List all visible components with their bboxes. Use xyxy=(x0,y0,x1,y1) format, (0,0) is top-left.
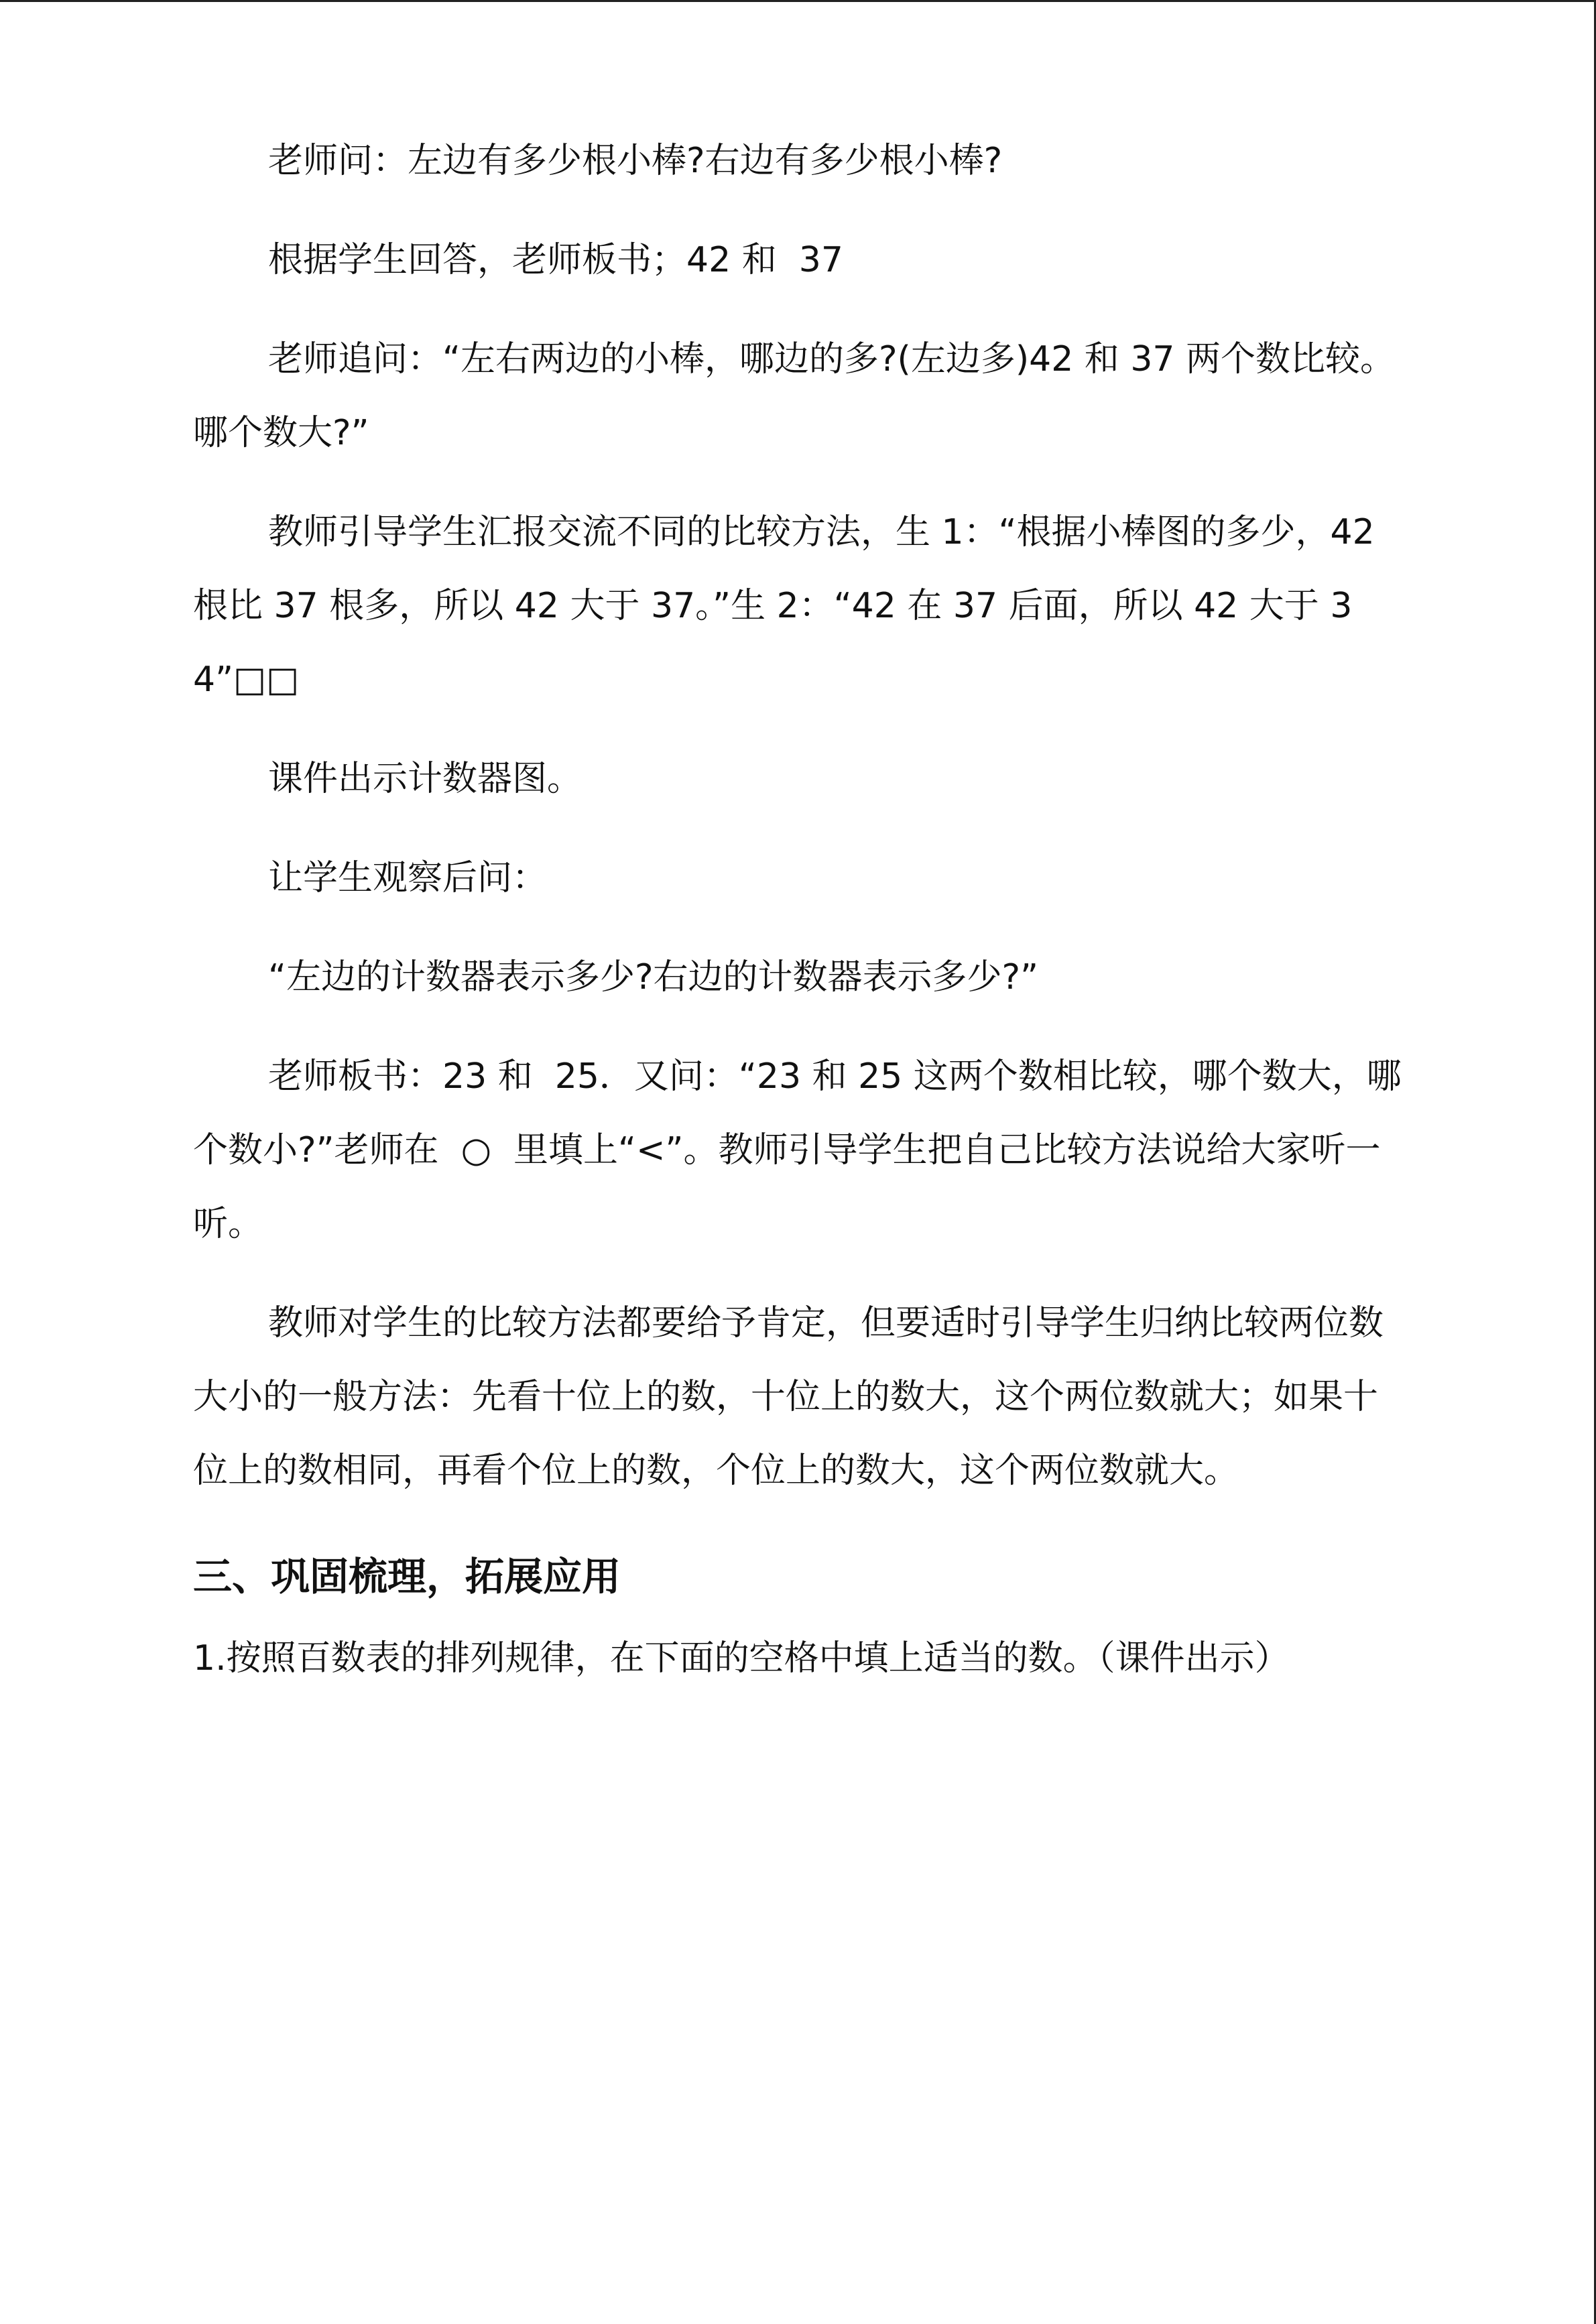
paragraph-board-42-37: 根据学生回答，老师板书；42 和 37 xyxy=(268,240,843,280)
paragraph-comparison-methods: 教师引导学生汇报交流不同的比较方法，生 1：“根据小棒图的多少，42 根比 37 根多，所以 42 大于 37。”生 2：“42 在 37 后面，所以 42 大于 34”□□ xyxy=(193,512,1386,700)
top-border xyxy=(0,0,1596,2)
document-body xyxy=(193,124,1410,1721)
paragraph-board-23-25: 老师板书：23 和 25．又问：“23 和 25 这两个数相比较，哪个数大，哪个数小?”老师在 ○ 里填上“<”。教师引导学生把自己比较方法说给大家听一听。 xyxy=(193,1056,1402,1244)
exercise-item-1: 1.按照百数表的排列规律，在下面的空格中填上适当的数。（课件出示） xyxy=(193,1638,1290,1678)
paragraph-counter-image: 课件出示计数器图。 xyxy=(268,759,582,799)
paragraph-teacher-question: 老师问：左边有多少根小棒?右边有多少根小棒? xyxy=(268,141,1003,181)
paragraph-general-method: 教师对学生的比较方法都要给予肯定，但要适时引导学生归纳比较两位数大小的一般方法：先看十位上的数，十位上的数大，这个两位数就大；如果十位上的数相同，再看个位上的数，个位上的数大，这个两位数就大。 xyxy=(193,1303,1384,1491)
paragraph-counter-question: “左边的计数器表示多少?右边的计数器表示多少?” xyxy=(268,957,1039,997)
paragraph-follow-up-question: 老师追问：“左右两边的小棒，哪边的多?(左边多)42 和 37 两个数比较。哪个数大?” xyxy=(193,339,1396,453)
section-heading: 三、巩固梳理，拓展应用 xyxy=(193,1554,621,1599)
paragraph-observe: 让学生观察后问： xyxy=(268,858,548,898)
